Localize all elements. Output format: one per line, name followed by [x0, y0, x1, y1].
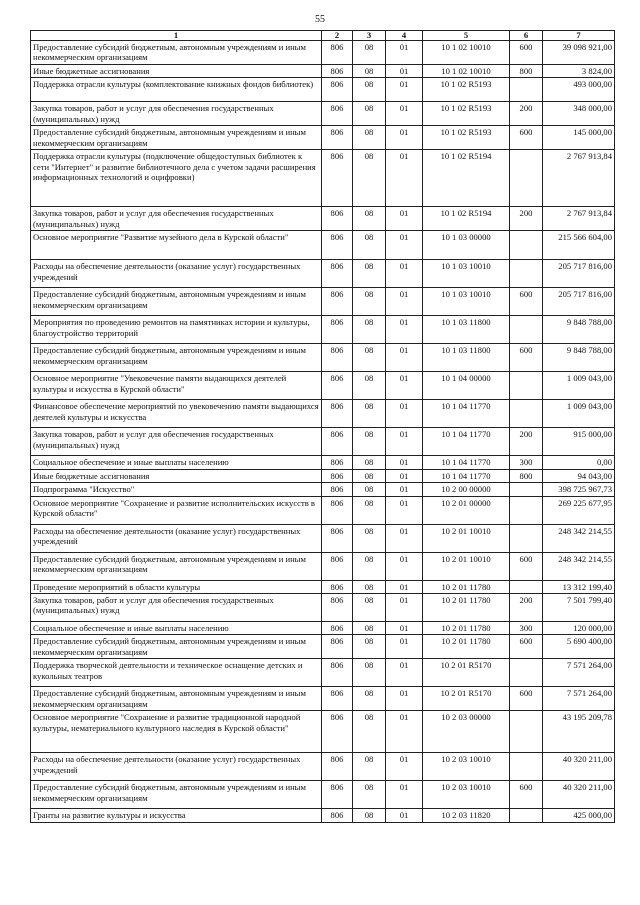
row-expense-type: [510, 753, 543, 781]
row-amount: 5 690 400,00: [543, 635, 615, 659]
row-expense-type: [510, 711, 543, 753]
row-amount: 7 571 264,00: [543, 659, 615, 687]
row-section: 08: [353, 231, 386, 260]
row-admin-code: 806: [322, 687, 353, 711]
row-expense-type: [510, 400, 543, 428]
row-subsection: 01: [386, 622, 423, 635]
row-section: 08: [353, 753, 386, 781]
row-section: 08: [353, 594, 386, 622]
row-target-code: 10 1 04 11770: [423, 428, 510, 456]
row-section: 08: [353, 372, 386, 400]
table-row: [31, 469, 615, 482]
row-name: Закупка товаров, работ и услуг для обеспечения государственных (муниципальных) нужд: [31, 102, 322, 126]
row-section: 08: [353, 456, 386, 469]
row-amount: 493 000,00: [543, 78, 615, 102]
row-section: 08: [353, 428, 386, 456]
row-target-code: 10 2 01 R5170: [423, 659, 510, 687]
row-section: 08: [353, 65, 386, 78]
row-subsection: 01: [386, 552, 423, 580]
table-row: [31, 496, 615, 524]
row-name: Расходы на обеспечение деятельности (оказание услуг) государственных учреждений: [31, 524, 322, 552]
table-row: [31, 594, 615, 622]
row-admin-code: 806: [322, 711, 353, 753]
table-row: [31, 288, 615, 316]
row-expense-type: [510, 496, 543, 524]
row-target-code: 10 2 01 11780: [423, 594, 510, 622]
row-subsection: 01: [386, 231, 423, 260]
row-amount: 43 195 209,78: [543, 711, 615, 753]
row-section: 08: [353, 102, 386, 126]
table-row: [31, 687, 615, 711]
table-row: [31, 102, 615, 126]
row-subsection: 01: [386, 400, 423, 428]
row-name: Основное мероприятие "Развитие музейного дела в Курской области": [31, 231, 322, 260]
row-admin-code: 806: [322, 126, 353, 150]
row-expense-type: 200: [510, 207, 543, 231]
row-subsection: 01: [386, 753, 423, 781]
table-row: [31, 456, 615, 469]
row-target-code: 10 1 03 10010: [423, 260, 510, 288]
row-section: 08: [353, 150, 386, 207]
row-target-code: 10 2 01 00000: [423, 496, 510, 524]
row-name: Поддержка творческой деятельности и техническое оснащение детских и кукольных театров: [31, 659, 322, 687]
row-subsection: 01: [386, 483, 423, 496]
row-expense-type: 300: [510, 622, 543, 635]
row-amount: 205 717 816,00: [543, 288, 615, 316]
row-amount: 3 824,00: [543, 65, 615, 78]
row-name: Социальное обеспечение и иные выплаты населению: [31, 456, 322, 469]
row-expense-type: [510, 580, 543, 593]
table-row: [31, 622, 615, 635]
header-col-5: 5: [423, 31, 510, 41]
row-subsection: 01: [386, 207, 423, 231]
table-row: [31, 580, 615, 593]
row-section: 08: [353, 41, 386, 65]
row-admin-code: 806: [322, 372, 353, 400]
row-subsection: 01: [386, 635, 423, 659]
header-col-6: 6: [510, 31, 543, 41]
row-admin-code: 806: [322, 316, 353, 344]
row-expense-type: 600: [510, 288, 543, 316]
row-amount: 2 767 913,84: [543, 150, 615, 207]
table-row: [31, 753, 615, 781]
table-row: [31, 524, 615, 552]
row-name: Мероприятия по проведению ремонтов на памятниках истории и культуры, благоустройство территорий: [31, 316, 322, 344]
row-target-code: 10 2 01 11780: [423, 580, 510, 593]
row-admin-code: 806: [322, 753, 353, 781]
row-target-code: 10 1 04 11770: [423, 469, 510, 482]
row-expense-type: 800: [510, 469, 543, 482]
row-expense-type: [510, 260, 543, 288]
row-admin-code: 806: [322, 552, 353, 580]
row-target-code: 10 1 02 R5194: [423, 207, 510, 231]
row-name: Закупка товаров, работ и услуг для обеспечения государственных (муниципальных) нужд: [31, 594, 322, 622]
row-name: Закупка товаров, работ и услуг для обеспечения государственных (муниципальных) нужд: [31, 428, 322, 456]
row-target-code: 10 1 02 R5193: [423, 102, 510, 126]
header-col-4: 4: [386, 31, 423, 41]
row-admin-code: 806: [322, 288, 353, 316]
row-section: 08: [353, 635, 386, 659]
row-admin-code: 806: [322, 781, 353, 809]
row-expense-type: [510, 316, 543, 344]
row-subsection: 01: [386, 102, 423, 126]
row-expense-type: [510, 659, 543, 687]
header-col-7: 7: [543, 31, 615, 41]
row-target-code: 10 2 01 11780: [423, 635, 510, 659]
row-target-code: 10 1 03 11800: [423, 316, 510, 344]
row-amount: 39 098 921,00: [543, 41, 615, 65]
row-name: Поддержка отрасли культуры (подключение общедоступных библиотек к сети "Интернет" и развитие библиотечного дела с учетом задачи расширения информационных технологий и оцифровки): [31, 150, 322, 207]
row-expense-type: 600: [510, 781, 543, 809]
row-admin-code: 806: [322, 344, 353, 372]
row-amount: 248 342 214,55: [543, 552, 615, 580]
row-admin-code: 806: [322, 483, 353, 496]
table-row: [31, 483, 615, 496]
row-subsection: 01: [386, 428, 423, 456]
row-subsection: 01: [386, 260, 423, 288]
row-subsection: 01: [386, 524, 423, 552]
row-section: 08: [353, 344, 386, 372]
table-row: [31, 41, 615, 65]
row-target-code: 10 1 03 10010: [423, 288, 510, 316]
row-target-code: 10 2 01 10010: [423, 552, 510, 580]
table-row: [31, 150, 615, 207]
row-subsection: 01: [386, 781, 423, 809]
row-amount: 205 717 816,00: [543, 260, 615, 288]
row-expense-type: 600: [510, 126, 543, 150]
row-name: Предоставление субсидий бюджетным, автономным учреждениям и иным некоммерческим организациям: [31, 635, 322, 659]
row-expense-type: [510, 150, 543, 207]
row-amount: 0,00: [543, 456, 615, 469]
page-number: 55: [315, 14, 325, 25]
row-name: Расходы на обеспечение деятельности (оказание услуг) государственных учреждений: [31, 260, 322, 288]
row-admin-code: 806: [322, 635, 353, 659]
row-expense-type: [510, 231, 543, 260]
row-admin-code: 806: [322, 809, 353, 822]
row-section: 08: [353, 469, 386, 482]
row-expense-type: [510, 372, 543, 400]
row-target-code: 10 2 01 R5170: [423, 687, 510, 711]
row-target-code: 10 2 01 10010: [423, 524, 510, 552]
row-name: Расходы на обеспечение деятельности (оказание услуг) государственных учреждений: [31, 753, 322, 781]
row-section: 08: [353, 207, 386, 231]
row-amount: 348 000,00: [543, 102, 615, 126]
table-row: [31, 428, 615, 456]
table-row: [31, 781, 615, 809]
table-row: [31, 400, 615, 428]
row-expense-type: 600: [510, 687, 543, 711]
row-admin-code: 806: [322, 231, 353, 260]
row-section: 08: [353, 687, 386, 711]
row-subsection: 01: [386, 580, 423, 593]
row-target-code: 10 1 02 10010: [423, 65, 510, 78]
row-section: 08: [353, 288, 386, 316]
row-target-code: 10 1 03 00000: [423, 231, 510, 260]
table-row: [31, 344, 615, 372]
row-admin-code: 806: [322, 622, 353, 635]
row-expense-type: 800: [510, 65, 543, 78]
row-admin-code: 806: [322, 65, 353, 78]
row-section: 08: [353, 580, 386, 593]
row-amount: 9 848 788,00: [543, 316, 615, 344]
row-amount: 40 320 211,00: [543, 753, 615, 781]
row-subsection: 01: [386, 687, 423, 711]
row-subsection: 01: [386, 150, 423, 207]
row-name: Предоставление субсидий бюджетным, автономным учреждениям и иным некоммерческим организациям: [31, 41, 322, 65]
row-target-code: 10 2 00 00000: [423, 483, 510, 496]
row-section: 08: [353, 496, 386, 524]
row-admin-code: 806: [322, 150, 353, 207]
row-name: Предоставление субсидий бюджетным, автономным учреждениям и иным некоммерческим организациям: [31, 344, 322, 372]
row-expense-type: 300: [510, 456, 543, 469]
row-subsection: 01: [386, 659, 423, 687]
row-name: Предоставление субсидий бюджетным, автономным учреждениям и иным некоммерческим организациям: [31, 781, 322, 809]
row-expense-type: 200: [510, 428, 543, 456]
row-admin-code: 806: [322, 659, 353, 687]
row-name: Основное мероприятие "Увековечение памяти выдающихся деятелей культуры и искусства в Курской области": [31, 372, 322, 400]
row-section: 08: [353, 552, 386, 580]
table-row: [31, 809, 615, 822]
row-admin-code: 806: [322, 260, 353, 288]
row-expense-type: 200: [510, 594, 543, 622]
row-target-code: 10 1 02 10010: [423, 41, 510, 65]
row-amount: 1 009 043,00: [543, 372, 615, 400]
row-target-code: 10 2 01 11780: [423, 622, 510, 635]
row-admin-code: 806: [322, 41, 353, 65]
row-admin-code: 806: [322, 400, 353, 428]
row-section: 08: [353, 78, 386, 102]
row-admin-code: 806: [322, 78, 353, 102]
row-target-code: 10 1 02 R5193: [423, 78, 510, 102]
row-amount: 215 566 604,00: [543, 231, 615, 260]
row-expense-type: [510, 809, 543, 822]
row-section: 08: [353, 126, 386, 150]
header-col-3: 3: [353, 31, 386, 41]
row-admin-code: 806: [322, 524, 353, 552]
row-name: Иные бюджетные ассигнования: [31, 469, 322, 482]
row-amount: 9 848 788,00: [543, 344, 615, 372]
table-row: [31, 78, 615, 102]
row-subsection: 01: [386, 594, 423, 622]
row-subsection: 01: [386, 41, 423, 65]
row-admin-code: 806: [322, 496, 353, 524]
row-section: 08: [353, 524, 386, 552]
table-row: [31, 552, 615, 580]
row-amount: 248 342 214,55: [543, 524, 615, 552]
row-section: 08: [353, 659, 386, 687]
table-row: [31, 316, 615, 344]
row-subsection: 01: [386, 344, 423, 372]
row-name: Поддержка отрасли культуры (комплектование книжных фондов библиотек): [31, 78, 322, 102]
row-section: 08: [353, 400, 386, 428]
row-name: Гранты на развитие культуры и искусства: [31, 809, 322, 822]
row-name: Предоставление субсидий бюджетным, автономным учреждениям и иным некоммерческим организациям: [31, 126, 322, 150]
row-amount: 94 043,00: [543, 469, 615, 482]
table-row: [31, 231, 615, 260]
row-section: 08: [353, 483, 386, 496]
row-target-code: 10 1 03 11800: [423, 344, 510, 372]
row-name: Предоставление субсидий бюджетным, автономным учреждениям и иным некоммерческим организациям: [31, 288, 322, 316]
row-expense-type: 200: [510, 102, 543, 126]
row-target-code: 10 2 03 10010: [423, 753, 510, 781]
row-target-code: 10 1 04 11770: [423, 400, 510, 428]
row-name: Проведение мероприятий в области культуры: [31, 580, 322, 593]
header-col-1: 1: [31, 31, 322, 41]
header-col-2: 2: [322, 31, 353, 41]
row-subsection: 01: [386, 288, 423, 316]
row-expense-type: 600: [510, 552, 543, 580]
row-section: 08: [353, 316, 386, 344]
row-name: Предоставление субсидий бюджетным, автономным учреждениям и иным некоммерческим организациям: [31, 552, 322, 580]
row-section: 08: [353, 711, 386, 753]
row-amount: 40 320 211,00: [543, 781, 615, 809]
row-section: 08: [353, 622, 386, 635]
row-name: Основное мероприятие "Сохранение и развитие традиционной народной культуры, нематериального культурного наследия в Курской области": [31, 711, 322, 753]
row-admin-code: 806: [322, 469, 353, 482]
row-section: 08: [353, 260, 386, 288]
row-name: Подпрограмма "Искусство": [31, 483, 322, 496]
table-row: [31, 372, 615, 400]
table-row: [31, 65, 615, 78]
row-subsection: 01: [386, 316, 423, 344]
row-amount: 7 501 799,40: [543, 594, 615, 622]
row-admin-code: 806: [322, 428, 353, 456]
row-admin-code: 806: [322, 102, 353, 126]
table-row: [31, 659, 615, 687]
row-subsection: 01: [386, 126, 423, 150]
budget-table: [30, 30, 615, 823]
row-name: Иные бюджетные ассигнования: [31, 65, 322, 78]
row-amount: 145 000,00: [543, 126, 615, 150]
row-amount: 1 009 043,00: [543, 400, 615, 428]
row-expense-type: 600: [510, 41, 543, 65]
row-amount: 398 725 967,73: [543, 483, 615, 496]
row-section: 08: [353, 809, 386, 822]
row-subsection: 01: [386, 372, 423, 400]
row-amount: 2 767 913,84: [543, 207, 615, 231]
table-row: [31, 711, 615, 753]
row-subsection: 01: [386, 65, 423, 78]
row-expense-type: 600: [510, 344, 543, 372]
row-subsection: 01: [386, 809, 423, 822]
row-amount: 269 225 677,95: [543, 496, 615, 524]
row-amount: 13 312 199,40: [543, 580, 615, 593]
row-admin-code: 806: [322, 594, 353, 622]
row-admin-code: 806: [322, 580, 353, 593]
row-name: Социальное обеспечение и иные выплаты населению: [31, 622, 322, 635]
table-row: [31, 126, 615, 150]
row-amount: 120 000,00: [543, 622, 615, 635]
table-row: [31, 207, 615, 231]
row-amount: 7 571 264,00: [543, 687, 615, 711]
table-row: [31, 635, 615, 659]
row-target-code: 10 2 03 10010: [423, 781, 510, 809]
table-row: [31, 260, 615, 288]
row-target-code: 10 1 04 00000: [423, 372, 510, 400]
row-target-code: 10 1 02 R5194: [423, 150, 510, 207]
row-name: Финансовое обеспечение мероприятий по увековечению памяти выдающихся деятелей культуры и искусства: [31, 400, 322, 428]
row-subsection: 01: [386, 469, 423, 482]
row-target-code: 10 1 02 R5193: [423, 126, 510, 150]
row-admin-code: 806: [322, 456, 353, 469]
header-row: [31, 31, 615, 41]
row-expense-type: [510, 524, 543, 552]
row-target-code: 10 2 03 11820: [423, 809, 510, 822]
row-name: Основное мероприятие "Сохранение и развитие исполнительских искусств в Курской области": [31, 496, 322, 524]
row-amount: 915 000,00: [543, 428, 615, 456]
row-expense-type: [510, 78, 543, 102]
row-subsection: 01: [386, 456, 423, 469]
row-section: 08: [353, 781, 386, 809]
row-name: Закупка товаров, работ и услуг для обеспечения государственных (муниципальных) нужд: [31, 207, 322, 231]
row-admin-code: 806: [322, 207, 353, 231]
row-target-code: 10 2 03 00000: [423, 711, 510, 753]
row-expense-type: [510, 483, 543, 496]
row-subsection: 01: [386, 78, 423, 102]
row-name: Предоставление субсидий бюджетным, автономным учреждениям и иным некоммерческим организациям: [31, 687, 322, 711]
row-amount: 425 000,00: [543, 809, 615, 822]
row-expense-type: 600: [510, 635, 543, 659]
row-subsection: 01: [386, 496, 423, 524]
row-target-code: 10 1 04 11770: [423, 456, 510, 469]
row-subsection: 01: [386, 711, 423, 753]
